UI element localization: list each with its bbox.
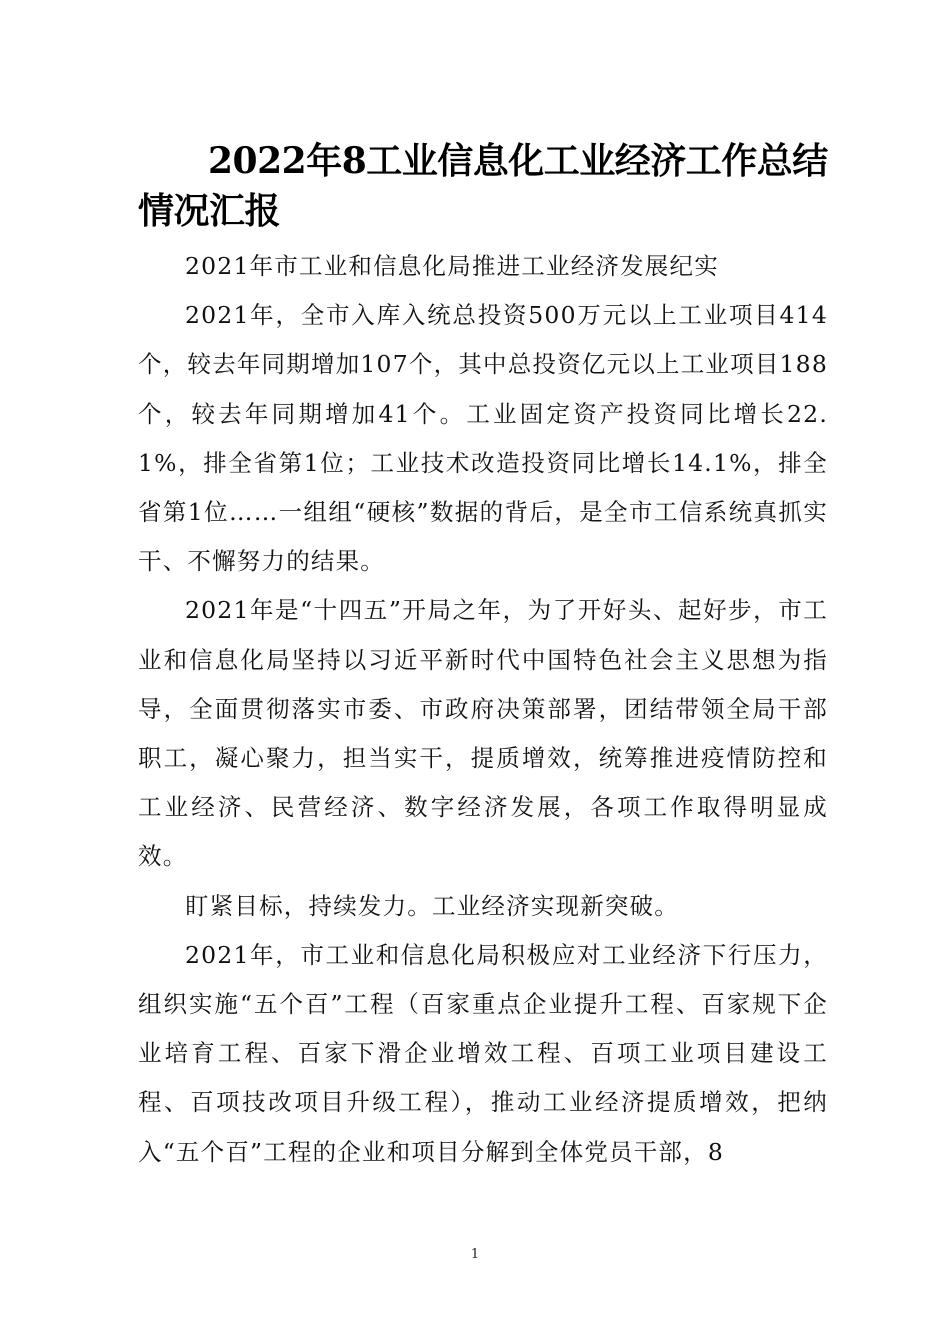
- paragraph-investment-data: 2021年，全市入库入统总投资500万元以上工业项目414个，较去年同期增加107个，其中总投资亿元以上工业项目188个，较去年同期增加41个。工业固定资产投资同比增长22.1%，排全省第1位；工业技术改造投资同比增长14.1%，排全省第1位……一组组“硬核”数据的背后，是全市工信系统真抓实干、不懈努力的结果。: [138, 301, 828, 576]
- document-title: 2022年8工业信息化工业经济工作总结情况汇报: [138, 140, 828, 232]
- paragraph-five-hundreds-project: 2021年，市工业和信息化局积极应对工业经济下行压力，组织实施“五个百”工程（百家重点企业提升工程、百家规下企业培育工程、百家下滑企业增效工程、百项工业项目建设工程、百项技改项目升级工程），推动工业经济提质增效，把纳入“五个百”工程的企业和项目分解到全体党员干部，8: [138, 940, 828, 1166]
- document-body: [138, 242, 828, 1177]
- paragraph-fourteenth-five-year: 2021年是“十四五”开局之年，为了开好头、起好步，市工业和信息化局坚持以习近平新时代中国特色社会主义思想为指导，全面贯彻落实市委、市政府决策部署，团结带领全局干部职工，凝心聚力，担当实干，提质增效，统筹推进疫情防控和工业经济、民营经济、数字经济发展，各项工作取得明显成效。: [138, 596, 828, 871]
- paragraph-section-heading: 盯紧目标，持续发力。工业经济实现新突破。: [185, 891, 679, 920]
- page-number: 1: [470, 1247, 480, 1262]
- paragraph-subtitle: 2021年市工业和信息化局推进工业经济发展纪实: [185, 252, 719, 280]
